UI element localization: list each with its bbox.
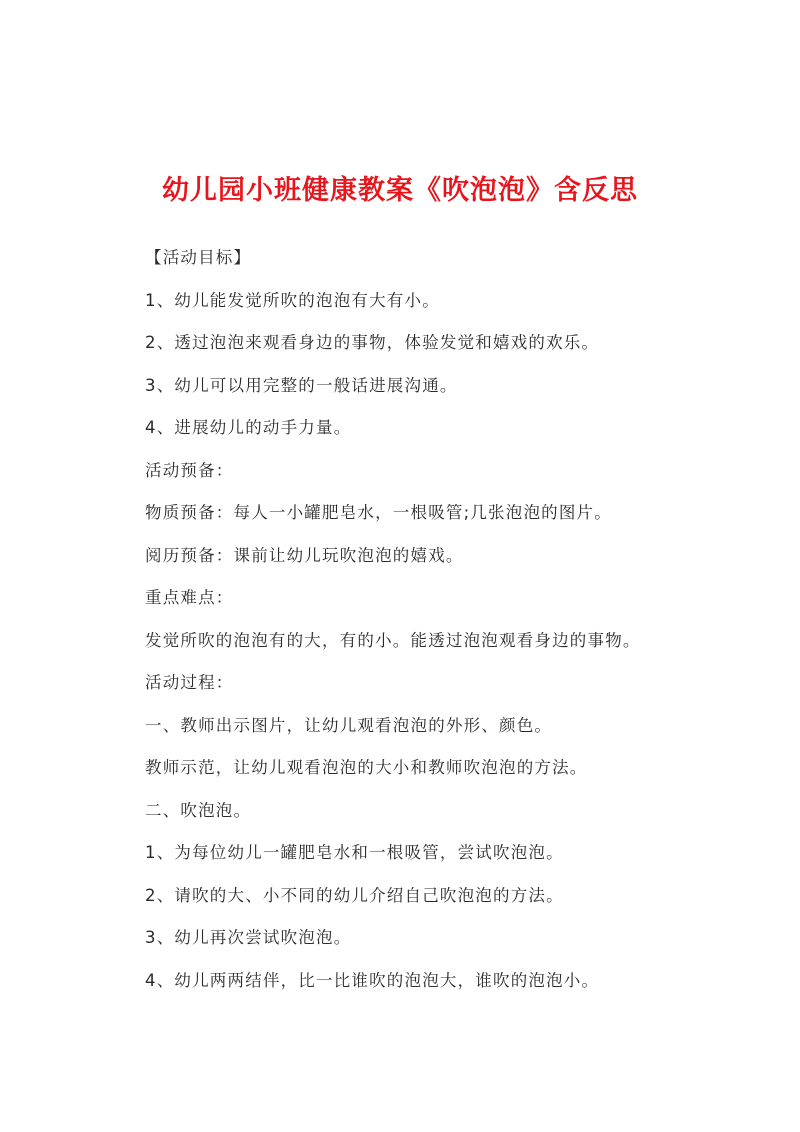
process-step: 二、吹泡泡。 [145,800,252,820]
process-item: 3、幼儿再次尝试吹泡泡。 [145,928,352,947]
objective-item: 1、幼儿能发觉所吹的泡泡有大有小。 [145,290,440,310]
document-body [145,244,765,1009]
section-heading-preparation: 活动预备： [145,460,234,480]
objective-item: 4、进展幼儿的动手力量。 [145,418,352,437]
section-heading-key-points: 重点难点： [145,588,234,607]
process-item: 2、请吹的大、小不同的幼儿介绍自己吹泡泡的方法。 [145,885,564,905]
document-title: 幼儿园小班健康教案《吹泡泡》含反思 [162,175,638,206]
process-step: 一、教师出示图片，让幼儿观看泡泡的外形、颜色。 [145,715,553,735]
preparation-item: 阅历预备：课前让幼儿玩吹泡泡的嬉戏。 [145,545,464,565]
section-heading-process: 活动过程： [145,673,234,692]
preparation-item: 物质预备：每人一小罐肥皂水，一根吸管;几张泡泡的图片。 [145,503,612,522]
process-item: 1、为每位幼儿一罐肥皂水和一根吸管，尝试吹泡泡。 [145,843,564,862]
key-points-text: 发觉所吹的泡泡有的大，有的小。能透过泡泡观看身边的事物。 [145,630,641,650]
process-text: 教师示范，让幼儿观看泡泡的大小和教师吹泡泡的方法。 [145,758,588,777]
section-heading-objectives: 【活动目标】 [145,248,252,267]
objective-item: 2、透过泡泡来观看身边的事物，体验发觉和嬉戏的欢乐。 [145,333,600,352]
objective-item: 3、幼儿可以用完整的一般话进展沟通。 [145,375,458,395]
process-item: 4、幼儿两两结伴，比一比谁吹的泡泡大，谁吹的泡泡小。 [145,970,600,990]
